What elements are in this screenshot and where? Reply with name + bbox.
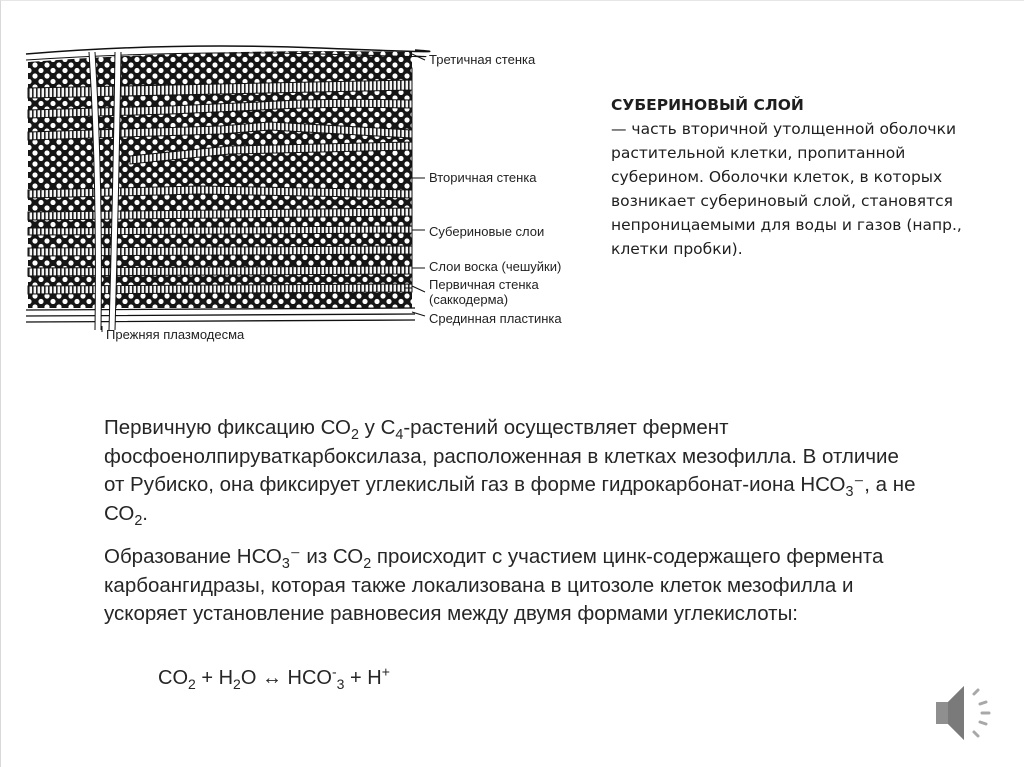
label-primary-wall: Первичная стенка [429, 277, 539, 292]
p2-text-2: ⁻ из СО [289, 545, 364, 568]
p1-sub-2: 4 [395, 427, 404, 444]
caption-title: СУБЕРИНОВЫЙ СЛОЙ [611, 96, 804, 114]
p2-text-3: происходит с участием цинк-содержащего фермента карбоангидразы, которая также локализована в цитозоле клеток мезофилла и ускоряет установление равновесия между двумя формами углекислоты: [104, 545, 884, 625]
formula-o-hco: O ↔ HCO [240, 667, 332, 689]
p2-sub-2: 2 [363, 556, 372, 573]
formula-h-sub: 2 [233, 675, 241, 692]
p1-text-5: . [142, 501, 148, 525]
paragraph-c4-fixation [104, 414, 924, 528]
formula-hco-sub: 3 [336, 675, 345, 692]
equilibrium-formula [158, 663, 390, 692]
p1-sub-3: 3 [845, 484, 854, 501]
p1-text-4: ⁻, а не СО [104, 473, 916, 525]
p1-sub-4: 2 [134, 512, 143, 529]
label-tertiary-wall: Третичная стенка [429, 52, 536, 67]
p1-text-1: Первичную фиксацию СО [104, 416, 351, 439]
caption-text: — часть вторичной утолщенной оболочки растительной клетки, пропитанной суберином. Оболочки клеток, в которых возникает субериновый слой, становятся непроницаемыми для воды и газов (напр., клетки пробки). [611, 120, 962, 258]
label-plasmodesma: Прежняя плазмодесма [106, 327, 245, 342]
formula-h-plus: + H [344, 667, 382, 689]
label-middle-lamella: Срединная пластинка [429, 311, 562, 326]
label-primary-wall-sub: (саккодерма) [429, 292, 509, 307]
formula-h: + H [195, 667, 234, 689]
label-wax-layers: Слои воска (чешуйки) [429, 259, 562, 274]
label-secondary-wall: Вторичная стенка [429, 170, 537, 185]
p1-text-3: -растений осуществляет фермент фосфоенолпируваткарбоксилаза, расположенная в клетках мезофилла. В отличие от Рубиско, она фиксирует углекислый газ в форме гидрокарбонат-иона НСО [104, 416, 899, 496]
p1-sub-1: 2 [350, 427, 359, 444]
p2-sub-1: 3 [281, 556, 290, 573]
formula-co-sub: 2 [188, 675, 196, 692]
primary-wall-lines [26, 308, 415, 322]
cell-wall-diagram [20, 40, 590, 360]
definition-caption [611, 93, 981, 261]
label-suberin-layers: Субериновые слои [429, 224, 545, 239]
speaker-icon[interactable] [930, 676, 1000, 750]
formula-hco-sup: - [331, 663, 337, 680]
p2-text-1: Образование НСО [104, 545, 282, 568]
formula-co: CO [158, 667, 188, 689]
formula-h-sup: + [381, 663, 390, 680]
paragraph-carbonic-anhydrase [104, 543, 924, 629]
p1-text-2: у С [358, 416, 396, 439]
